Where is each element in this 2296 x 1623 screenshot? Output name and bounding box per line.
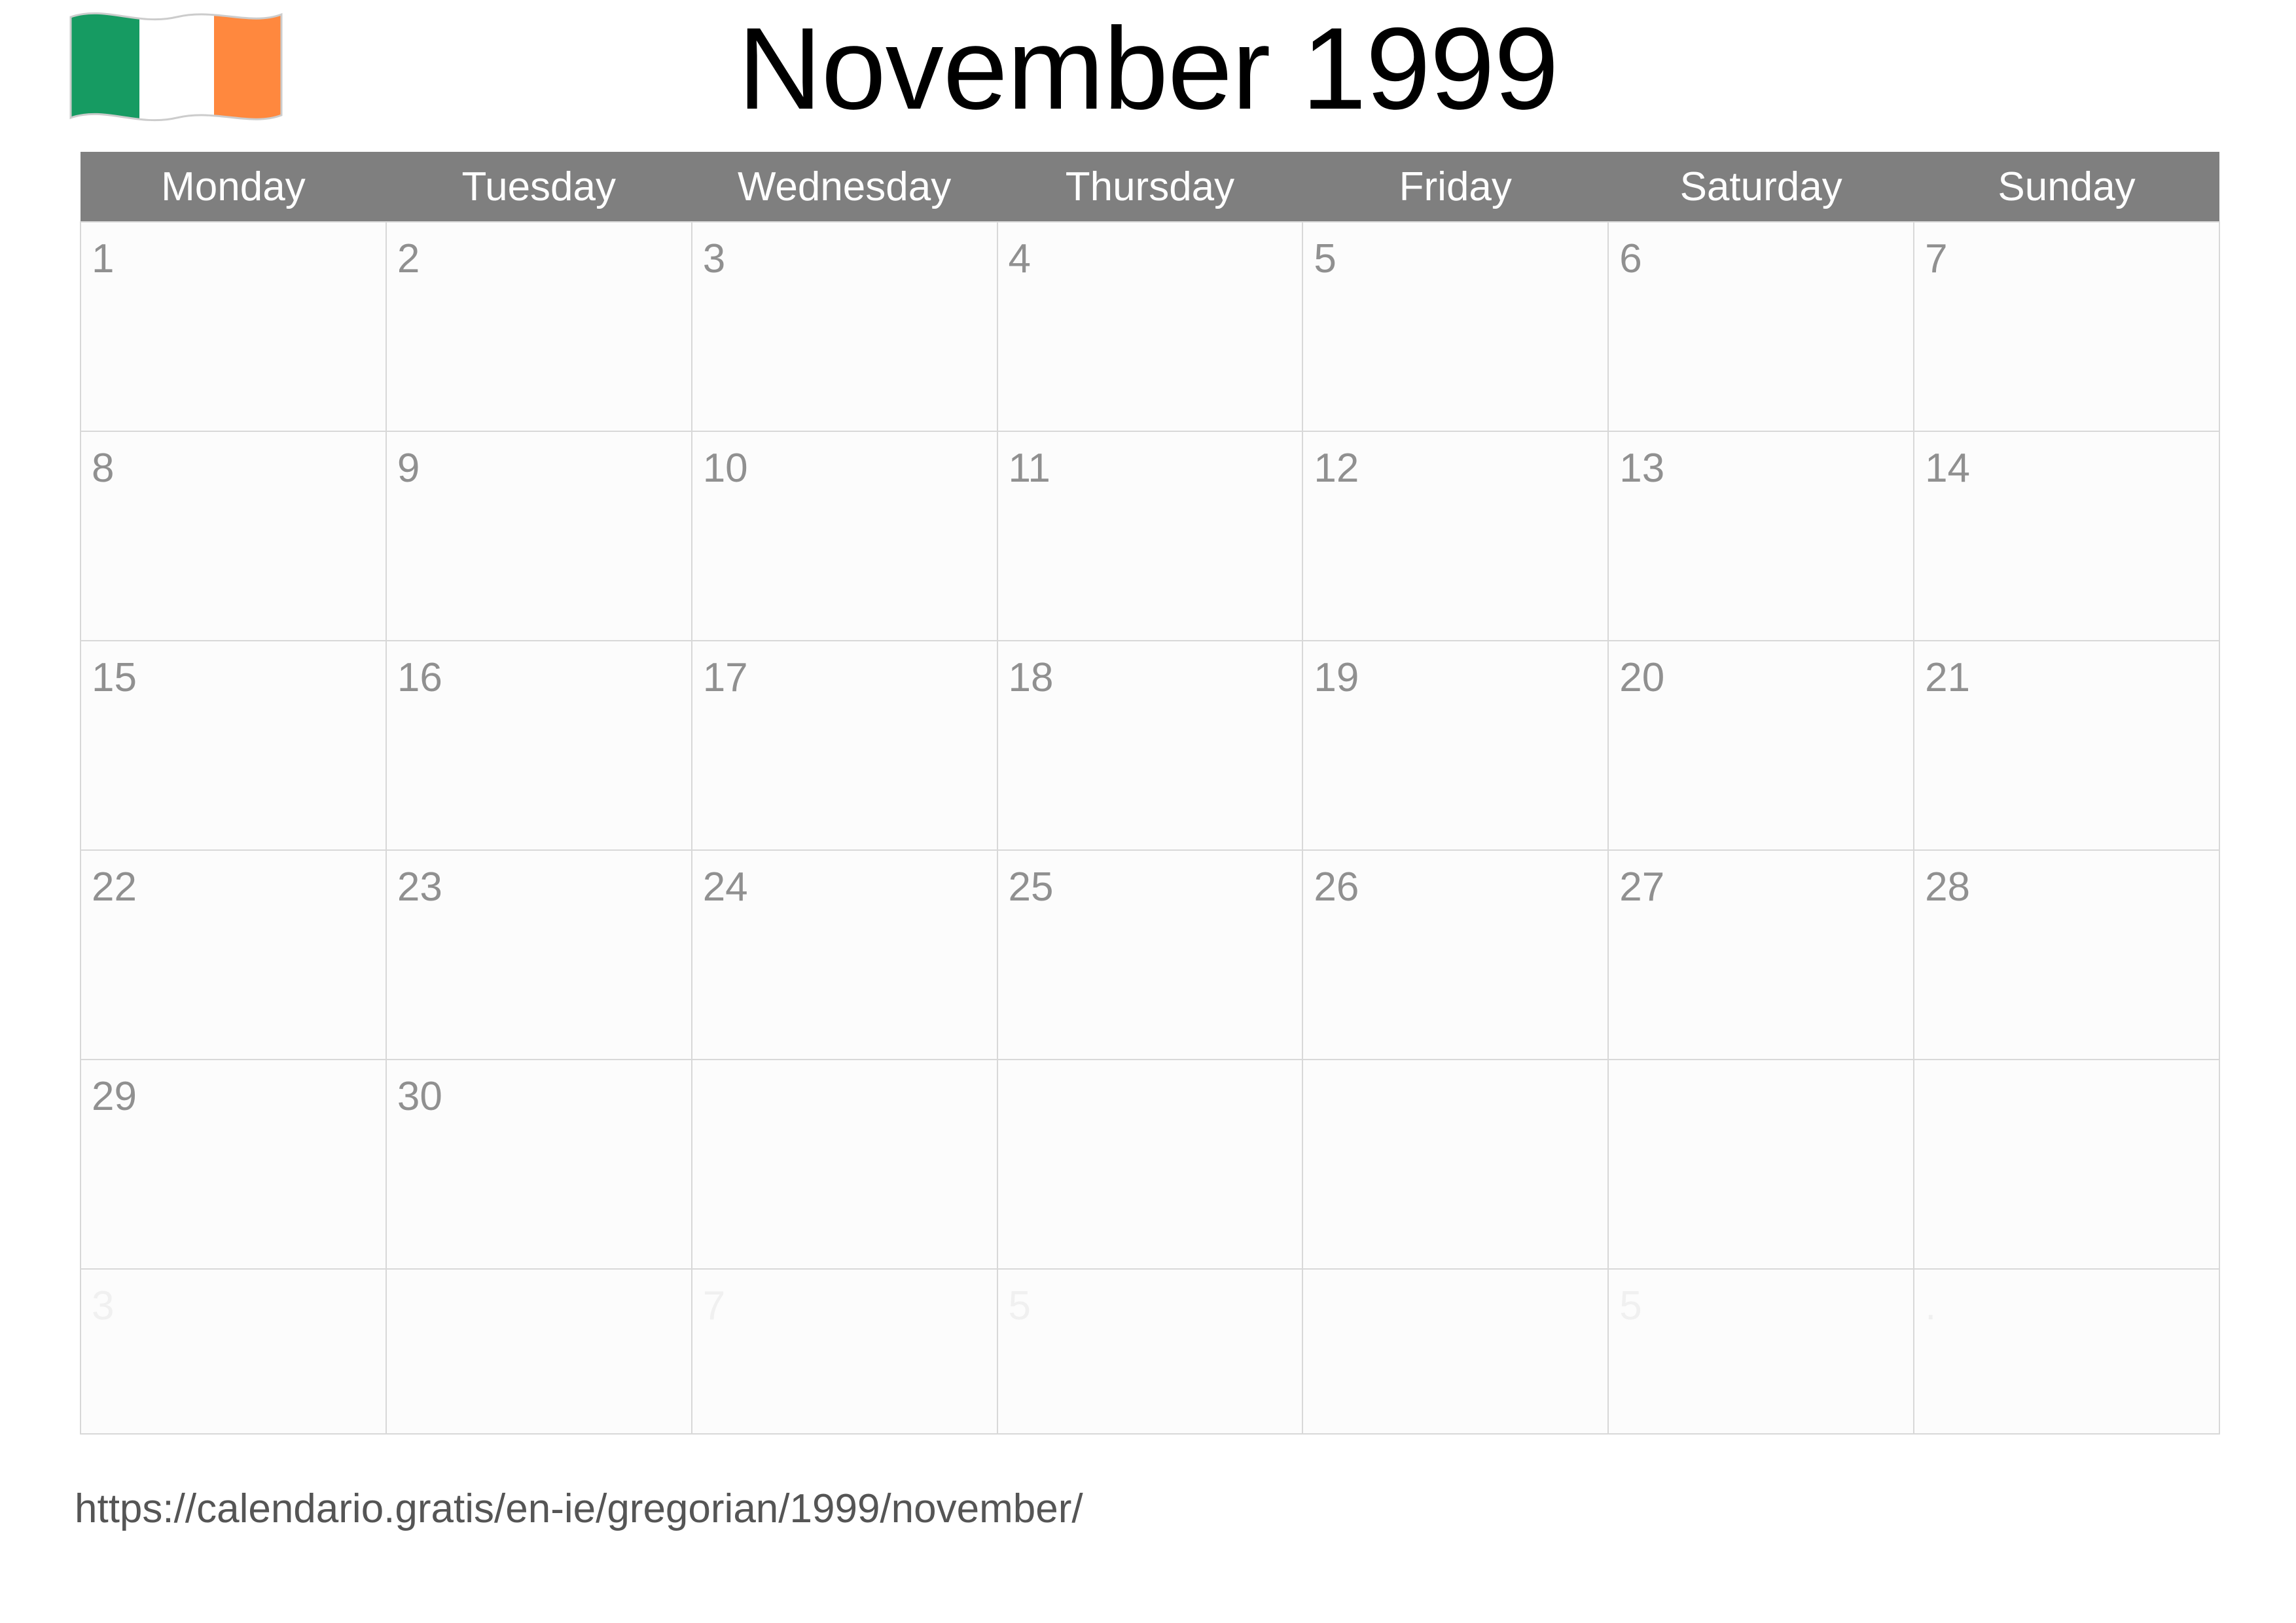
weekday-header-saturday: Saturday — [1608, 152, 1914, 222]
calendar-day-cell[interactable] — [1302, 222, 1608, 431]
calendar-day-cell[interactable] — [386, 431, 692, 641]
day-number — [1609, 1060, 1913, 1069]
day-number: 20 — [1619, 655, 1665, 700]
calendar-day-cell-empty[interactable] — [81, 1269, 386, 1434]
calendar-week-row-overflow — [81, 1269, 2219, 1434]
day-number: 23 — [397, 865, 442, 910]
weekday-header-row — [81, 152, 2219, 222]
calendar-day-cell-empty[interactable] — [692, 1060, 997, 1269]
day-number — [1303, 1270, 1607, 1279]
calendar-table — [80, 152, 2220, 1435]
day-number: 5 — [1008, 1283, 1031, 1329]
calendar-day-cell[interactable] — [386, 222, 692, 431]
day-number: 21 — [1925, 655, 1971, 700]
calendar-day-cell-empty[interactable] — [1302, 1269, 1608, 1434]
day-number: 5 — [1314, 236, 1336, 281]
day-number: 9 — [397, 446, 420, 491]
day-number: 8 — [92, 446, 115, 491]
calendar-day-cell[interactable] — [1914, 641, 2219, 850]
weekday-header-thursday: Thursday — [997, 152, 1303, 222]
day-number: 7 — [1925, 236, 1948, 281]
calendar-day-cell[interactable] — [81, 850, 386, 1060]
calendar-day-cell[interactable] — [1914, 431, 2219, 641]
weekday-header-friday: Friday — [1302, 152, 1608, 222]
calendar-day-cell[interactable] — [1302, 641, 1608, 850]
calendar-week-row — [81, 1060, 2219, 1269]
calendar-day-cell[interactable] — [1302, 850, 1608, 1060]
calendar-day-cell[interactable] — [81, 431, 386, 641]
calendar-week-row — [81, 431, 2219, 641]
weekday-header-monday: Monday — [81, 152, 386, 222]
calendar-day-cell[interactable] — [81, 1060, 386, 1269]
calendar-day-cell-empty[interactable] — [1914, 1269, 2219, 1434]
day-number: 27 — [1619, 865, 1665, 910]
day-number — [387, 1270, 691, 1279]
calendar-day-cell[interactable] — [692, 431, 997, 641]
calendar-day-cell-empty[interactable] — [1914, 1060, 2219, 1269]
day-number: 1 — [92, 236, 115, 281]
day-number: 2 — [397, 236, 420, 281]
calendar-day-cell[interactable] — [81, 222, 386, 431]
day-number: 14 — [1925, 446, 1971, 491]
calendar-day-cell[interactable] — [1608, 431, 1914, 641]
day-number: 7 — [702, 1283, 726, 1329]
day-number — [998, 1060, 1302, 1069]
page-title: November 1999 — [738, 3, 1558, 134]
calendar-day-cell[interactable] — [1914, 222, 2219, 431]
day-number: 26 — [1314, 865, 1359, 910]
day-number: 13 — [1619, 446, 1665, 491]
calendar-day-cell-empty[interactable] — [386, 1269, 692, 1434]
calendar-day-cell[interactable] — [386, 1060, 692, 1269]
calendar-day-cell[interactable] — [997, 850, 1303, 1060]
calendar-week-row — [81, 850, 2219, 1060]
day-number: 3 — [92, 1283, 115, 1329]
day-number: 22 — [92, 865, 137, 910]
day-number: 5 — [1619, 1283, 1642, 1329]
day-number: 28 — [1925, 865, 1971, 910]
weekday-header-tuesday: Tuesday — [386, 152, 692, 222]
day-number: 10 — [702, 446, 748, 491]
day-number: 19 — [1314, 655, 1359, 700]
calendar-day-cell[interactable] — [692, 850, 997, 1060]
calendar-day-cell[interactable] — [386, 641, 692, 850]
day-number: 29 — [92, 1074, 137, 1119]
day-number: 11 — [1008, 446, 1050, 491]
calendar-day-cell-empty[interactable] — [1608, 1060, 1914, 1269]
calendar-day-cell-empty[interactable] — [1608, 1269, 1914, 1434]
calendar-day-cell[interactable] — [997, 222, 1303, 431]
calendar-day-cell-empty[interactable] — [692, 1269, 997, 1434]
source-url[interactable]: https://calendario.gratis/en-ie/gregorian/1999/november/ — [75, 1486, 1083, 1531]
calendar-day-cell[interactable] — [1608, 850, 1914, 1060]
day-number: . — [1925, 1283, 1937, 1329]
calendar-day-cell[interactable] — [81, 641, 386, 850]
day-number — [1914, 1060, 2219, 1069]
weekday-header-wednesday: Wednesday — [692, 152, 997, 222]
calendar-day-cell-empty[interactable] — [997, 1060, 1303, 1269]
day-number: 16 — [397, 655, 442, 700]
day-number: 18 — [1008, 655, 1054, 700]
calendar-day-cell[interactable] — [1608, 222, 1914, 431]
day-number: 25 — [1008, 865, 1054, 910]
day-number: 30 — [397, 1074, 442, 1119]
day-number — [692, 1060, 997, 1069]
calendar-day-cell[interactable] — [1302, 431, 1608, 641]
calendar-day-cell[interactable] — [386, 850, 692, 1060]
day-number: 6 — [1619, 236, 1642, 281]
calendar-day-cell-empty[interactable] — [997, 1269, 1303, 1434]
calendar-week-row — [81, 641, 2219, 850]
calendar-day-cell[interactable] — [997, 641, 1303, 850]
day-number: 12 — [1314, 446, 1359, 491]
calendar-day-cell[interactable] — [1608, 641, 1914, 850]
calendar-day-cell[interactable] — [997, 431, 1303, 641]
calendar-day-cell-empty[interactable] — [1302, 1060, 1608, 1269]
calendar-week-row — [81, 222, 2219, 431]
day-number: 17 — [702, 655, 748, 700]
day-number: 3 — [702, 236, 726, 281]
page-header — [0, 0, 2296, 151]
day-number: 4 — [1008, 236, 1031, 281]
day-number: 24 — [702, 865, 748, 910]
day-number — [1303, 1060, 1607, 1069]
day-number: 15 — [92, 655, 137, 700]
weekday-header-sunday: Sunday — [1914, 152, 2219, 222]
calendar-day-cell[interactable] — [692, 641, 997, 850]
calendar-day-cell[interactable] — [692, 222, 997, 431]
calendar-day-cell[interactable] — [1914, 850, 2219, 1060]
